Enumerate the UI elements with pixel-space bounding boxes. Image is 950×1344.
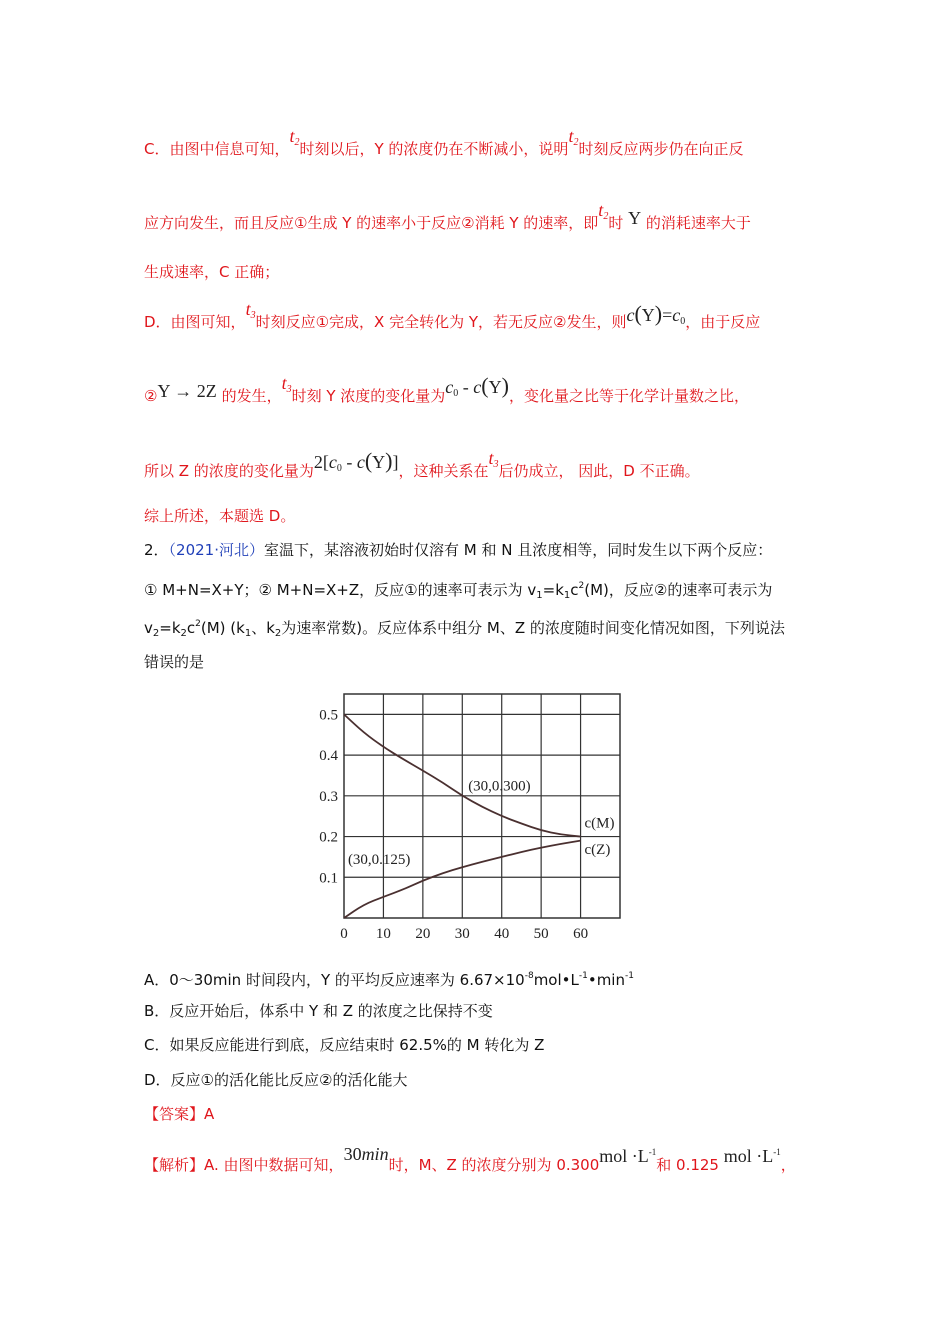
question-source: （2021·河北） bbox=[168, 541, 264, 559]
option-a: A．0～30min 时间段内，Y 的平均反应速率为 $6.67\times 10^{-8}mol•L^{-1}•\min^{-1}$ bbox=[144, 971, 634, 989]
chart-labels bbox=[348, 779, 615, 868]
x-tick-label: 30 bbox=[454, 926, 470, 942]
x-tick-label: 40 bbox=[494, 926, 510, 942]
analysis-line: 【解析】A. 由图中数据可知，30min时，M、Z 的浓度分别为 $0.300mol \cdot L^{-1}$和 0.125 mol $\cdot L^{-1}$， bbox=[144, 1144, 796, 1174]
y-tick-label: 0.5 bbox=[319, 707, 338, 724]
annotation-z: (30,0.125) bbox=[347, 851, 411, 868]
x-tick-label: 60 bbox=[573, 926, 589, 942]
x-tick-label: 0 bbox=[340, 926, 348, 942]
analysis-c-line1: C．由图中信息可知，$t_2$时刻以后，Y 的浓度仍在不断减小，说明$t_2$时刻反应两步仍在向正反 bbox=[144, 126, 744, 158]
summary: 综上所述，本题选 D。 bbox=[144, 507, 296, 525]
question-2-line3: $v_2=k_2c^2(M)$ ($k_1$、$k_2$为速率常数)。反应体系中组分 M、Z 的浓度随时间变化情况如图，下列说法 bbox=[144, 619, 785, 639]
annotation-m: (30,0.300) bbox=[468, 778, 531, 795]
legend-cz: c(Z) bbox=[584, 841, 611, 858]
analysis-c-line2: 应方向发生，而且反应①生成 Y 的速率小于反应②消耗 Y 的速率，即$t_2$时 Y 的消耗速率大于 bbox=[144, 200, 751, 232]
question-2-line1: 2．（2021·河北）室温下，某溶液初始时仅溶有 M 和 N 且浓度相等，同时发生以下两个反应： bbox=[144, 541, 773, 559]
analysis-c-line3: 生成速率，C 正确； bbox=[144, 263, 280, 281]
y-tick-label: 0.2 bbox=[319, 829, 338, 846]
analysis-d-line2: ②Y → 2Z 的发生，$t_3$时刻 Y 浓度的变化量为$c_0 - c(Y)$，变化量之比等于化学计量数之比， bbox=[144, 373, 749, 405]
question-2-line4: 错误的是 bbox=[144, 653, 205, 671]
answer-label: 【答案】A bbox=[144, 1105, 215, 1123]
x-tick-label: 20 bbox=[415, 926, 431, 942]
analysis-d-line1: D．由图可知，$t_3$时刻反应①完成，X 完全转化为 Y，若无反应②发生，则$c(Y)=c_0$，由于反应 bbox=[144, 299, 761, 331]
x-tick-label: 10 bbox=[375, 926, 391, 942]
concentration-chart bbox=[312, 684, 632, 946]
y-tick-label: 0.3 bbox=[319, 788, 338, 805]
x-tick-label: 50 bbox=[533, 926, 549, 942]
option-d: D．反应①的活化能比反应②的活化能大 bbox=[144, 1071, 408, 1089]
analysis-d-line3: 所以 Z 的浓度的变化量为$2[c_0 - c(Y)]$，这种关系在$t_3$后仍成立， 因此，D 不正确。 bbox=[144, 448, 700, 480]
y-tick-label: 0.1 bbox=[319, 870, 338, 887]
legend-cm: c(M) bbox=[584, 815, 615, 832]
question-2-line2: ① M+N=X+Y；② M+N=X+Z，反应①的速率可表示为 $v_1=k_1c^2(M)$，反应②的速率可表示为 bbox=[144, 581, 773, 601]
y-tick-label: 0.4 bbox=[319, 748, 338, 765]
option-b: B．反应开始后，体系中 Y 和 Z 的浓度之比保持不变 bbox=[144, 1002, 493, 1020]
option-c: C．如果反应能进行到底，反应结束时 62.5%的 M 转化为 Z bbox=[144, 1036, 545, 1054]
